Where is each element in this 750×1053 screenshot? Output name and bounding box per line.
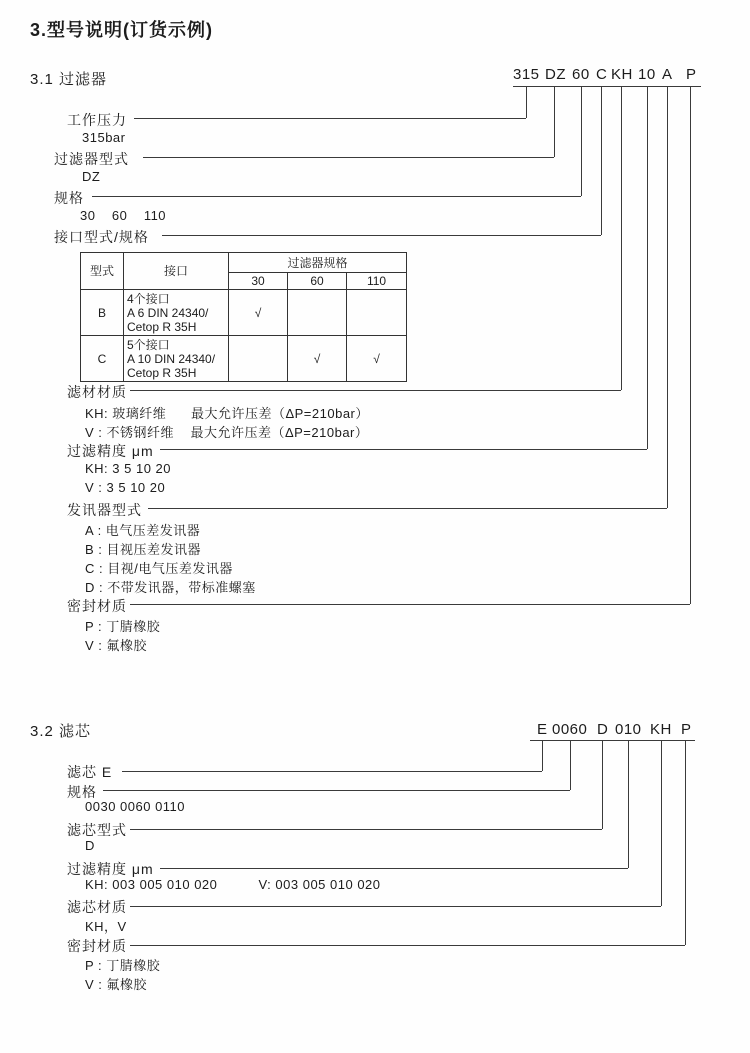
element-code-part-seal: P	[681, 721, 692, 738]
value-indicator-c: C : 目视/电气压差发讯器	[85, 561, 233, 576]
value-element-material: KH，V	[85, 919, 127, 934]
element-code-underline	[530, 740, 695, 741]
element-code-part-precision: 010	[615, 721, 642, 738]
port-line: A 10 DIN 24340/	[127, 351, 216, 366]
port-line: 5个接口	[127, 337, 170, 352]
connector-vline-type	[554, 87, 555, 157]
connector-vline-size	[581, 87, 582, 196]
section-element-heading: 3.2 滤芯	[30, 723, 92, 740]
connector-vline-indicator	[667, 87, 668, 508]
connector-vline-el-material	[661, 741, 662, 906]
value-element-seal-p: P : 丁腈橡胶	[85, 958, 161, 973]
value-indicator-b: B : 目视压差发讯器	[85, 542, 202, 557]
leader-line-el-precision	[160, 868, 628, 869]
filter-code-part-seal: P	[686, 66, 697, 83]
connector-vline-pressure	[526, 87, 527, 118]
label-filter-type: 过滤器型式	[54, 151, 129, 167]
table-cell-b-30: √	[229, 290, 288, 336]
connector-vline-precision	[647, 87, 648, 449]
connector-vline-port	[601, 87, 602, 235]
leader-line-size	[92, 196, 581, 197]
value-working-pressure: 315bar	[82, 130, 126, 145]
filter-code-part-media: KH	[611, 66, 633, 83]
leader-line-type	[143, 157, 554, 158]
label-element-type: 滤芯型式	[67, 822, 127, 838]
table-cell-b-110	[347, 290, 407, 336]
filter-code-part-precision: 10	[638, 66, 656, 83]
table-header-size-30: 30	[229, 273, 288, 290]
leader-line-indicator	[148, 508, 667, 509]
table-cell-type-c: C	[81, 336, 124, 382]
leader-line-el-seal	[130, 945, 685, 946]
table-header-port: 接口	[124, 253, 229, 290]
label-working-pressure: 工作压力	[67, 112, 127, 128]
table-cell-b-60	[288, 290, 347, 336]
value-element-size: 0030 0060 0110	[85, 799, 186, 814]
element-code-part-type: D	[597, 721, 609, 738]
leader-line-media	[130, 390, 621, 391]
connector-vline-el-name	[542, 741, 543, 771]
value-element-seal-v: V : 氟橡胶	[85, 977, 148, 992]
label-filtration-precision: 过滤精度 μm	[67, 443, 154, 459]
port-line: A 6 DIN 24340/	[127, 305, 209, 320]
label-seal-material: 密封材质	[67, 598, 127, 614]
filter-code-part-indicator: A	[662, 66, 673, 83]
table-row-c	[81, 336, 407, 382]
leader-line-seal	[130, 604, 690, 605]
value-precision-v: V : 3 5 10 20	[85, 480, 166, 495]
leader-line-el-material	[130, 906, 661, 907]
table-header-size-60: 60	[288, 273, 347, 290]
label-element-name: 滤芯 E	[67, 764, 113, 780]
label-element-seal: 密封材质	[67, 938, 127, 954]
leader-line-port	[162, 235, 601, 236]
filter-code-underline	[513, 86, 701, 87]
label-element-precision: 过滤精度 μm	[67, 861, 154, 877]
value-element-type: D	[85, 838, 95, 853]
label-element-size: 规格	[67, 784, 97, 800]
value-media-v: V : 不锈钢纤维 最大允许压差（ΔP=210bar）	[85, 425, 369, 440]
connector-vline-el-seal	[685, 741, 686, 945]
leader-line-el-type	[130, 829, 602, 830]
table-cell-type-b: B	[81, 290, 124, 336]
leader-line-precision	[160, 449, 647, 450]
label-indicator-type: 发讯器型式	[67, 502, 142, 518]
connector-vline-el-type	[602, 741, 603, 829]
table-cell-c-110: √	[347, 336, 407, 382]
element-code-part-name: E	[537, 721, 548, 738]
table-cell-port-b	[124, 290, 229, 336]
table-header-size-110: 110	[347, 273, 407, 290]
table-header-spec-group: 过滤器规格	[229, 253, 407, 273]
value-precision-kh: KH: 3 5 10 20	[85, 461, 171, 476]
value-indicator-a: A : 电气压差发讯器	[85, 523, 201, 538]
table-cell-port-c	[124, 336, 229, 382]
element-code-part-material: KH	[650, 721, 672, 738]
label-port-type: 接口型式/规格	[54, 229, 149, 245]
connector-vline-seal	[690, 87, 691, 604]
filter-code-part-size: 60	[572, 66, 590, 83]
table-header-type: 型式	[81, 253, 124, 290]
connector-vline-media	[621, 87, 622, 390]
leader-line-pressure	[134, 118, 526, 119]
filter-code-part-port: C	[596, 66, 608, 83]
label-media-material: 滤材材质	[67, 384, 127, 400]
value-seal-p: P : 丁腈橡胶	[85, 619, 161, 634]
label-size: 规格	[54, 190, 84, 206]
leader-line-el-size	[103, 790, 570, 791]
port-line: 4个接口	[127, 291, 170, 306]
page-title: 3.型号说明(订货示例)	[30, 20, 213, 40]
value-element-precision: KH: 003 005 010 020 V: 003 005 010 020	[85, 877, 381, 892]
table-cell-c-30	[229, 336, 288, 382]
port-line: Cetop R 35H	[127, 319, 197, 334]
leader-line-el-name	[122, 771, 542, 772]
section-filter-heading: 3.1 过滤器	[30, 71, 108, 88]
value-seal-v: V : 氟橡胶	[85, 638, 148, 653]
connector-vline-el-precision	[628, 741, 629, 868]
value-indicator-d: D : 不带发讯器，带标准螺塞	[85, 580, 256, 595]
port-line: Cetop R 35H	[127, 365, 197, 380]
value-filter-type: DZ	[82, 169, 101, 184]
label-element-material: 滤芯材质	[67, 899, 127, 915]
value-media-kh: KH: 玻璃纤维 最大允许压差（ΔP=210bar）	[85, 406, 369, 421]
filter-code-part-pressure: 315	[513, 66, 540, 83]
port-spec-table	[80, 252, 407, 382]
connector-vline-el-size	[570, 741, 571, 790]
table-cell-c-60: √	[288, 336, 347, 382]
filter-code-part-type: DZ	[545, 66, 566, 83]
value-size: 30 60 110	[80, 208, 167, 223]
table-row-b	[81, 290, 407, 336]
element-code-part-size: 0060	[552, 721, 588, 738]
